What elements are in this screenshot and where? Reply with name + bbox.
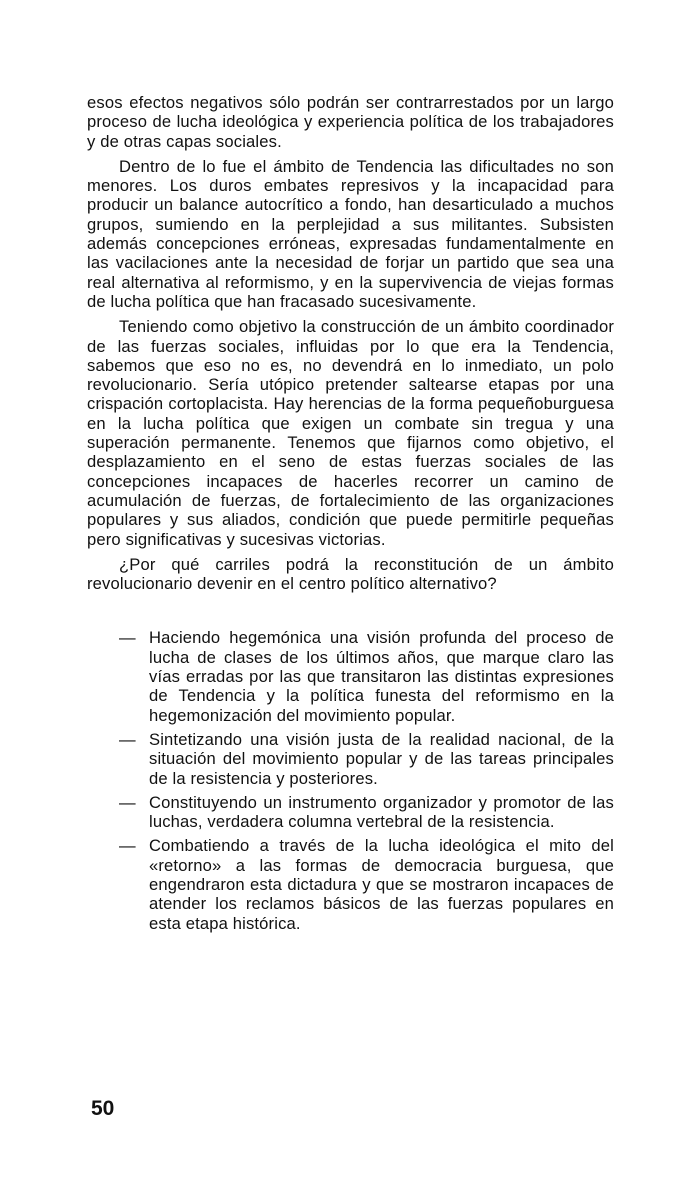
answer-list	[87, 628, 614, 932]
dash-marker: —	[119, 628, 136, 648]
list-item-text: Haciendo hegemónica una visión profunda del proceso de lucha de clases de los últimos años, que marque claro las vías erradas por las que transitaron las distintas expresiones de Tendencia y la política funesta del reformismo en la hegemonización del movimiento popular.	[149, 628, 614, 725]
list-item-text: Constituyendo un instrumento organizador y promotor de las luchas, verdadera columna vertebral de la resistencia.	[149, 792, 614, 832]
list-item	[87, 793, 614, 832]
question-paragraph: ¿Por qué carriles podrá la reconstitución de un ámbito revolucionario devenir en el centro político alternativo?	[87, 554, 614, 594]
list-item	[87, 628, 614, 724]
list-item-text: Sintetizando una visión justa de la realidad nacional, de la situación del movimiento popular y de las tareas principales de la resistencia y posteriores.	[149, 729, 614, 788]
paragraph-objetivo: Teniendo como objetivo la construcción de un ámbito coordinador de las fuerzas sociales, influidas por lo que era la Tendencia, sabemos que eso no es, no devendrá en lo inmediato, un polo revolucionario. Sería utópico pretender saltearse etapas por una crispación cortoplacista. Hay herencias de la forma pequeñoburguesa en la lucha política que exigen un combate sin tregua y una superación permanente. Tenemos que fijarnos como objetivo, el desplazamiento en el seno de estas fuerzas sociales de las concepciones incapaces de hacerles recorrer un camino de acumulación de fuerzas, de fortalecimiento de las organizaciones populares y sus aliados, condición que puede permitirle pequeñas pero significativas y sucesivas victorias.	[87, 317, 614, 549]
paragraph-tendencia: Dentro de lo fue el ámbito de Tendencia las dificultades no son menores. Los duros embates represivos y la incapacidad para producir un balance autocrítico a fondo, han desarticulado a muchos grupos, sumiendo en la perplejidad a sus militantes. Subsisten además concepciones erróneas, expresadas fundamentalmente en las vacilaciones ante la necesidad de forjar un partido que sea una real alternativa al reformismo, y en la supervivencia de viejas formas de lucha política que han fracasado sucesivamente.	[87, 156, 614, 311]
dash-marker: —	[119, 792, 136, 812]
paragraph-continuation: esos efectos negativos sólo podrán ser contrarrestados por un largo proceso de lucha ideológica y experiencia política de los trabajadores y de otras capas sociales.	[87, 93, 614, 151]
body-text	[87, 93, 614, 938]
page-number: 50	[91, 1097, 115, 1120]
dash-marker: —	[119, 836, 136, 856]
list-item-text: Combatiendo a través de la lucha ideológica el mito del «retorno» a las formas de democracia burguesa, que engendraron esta dictadura y que se mostraron incapaces de atender los reclamos básicos de las fuerzas populares en esta etapa histórica.	[149, 836, 614, 933]
list-item	[87, 730, 614, 788]
dash-marker: —	[119, 729, 136, 749]
list-item	[87, 836, 614, 932]
